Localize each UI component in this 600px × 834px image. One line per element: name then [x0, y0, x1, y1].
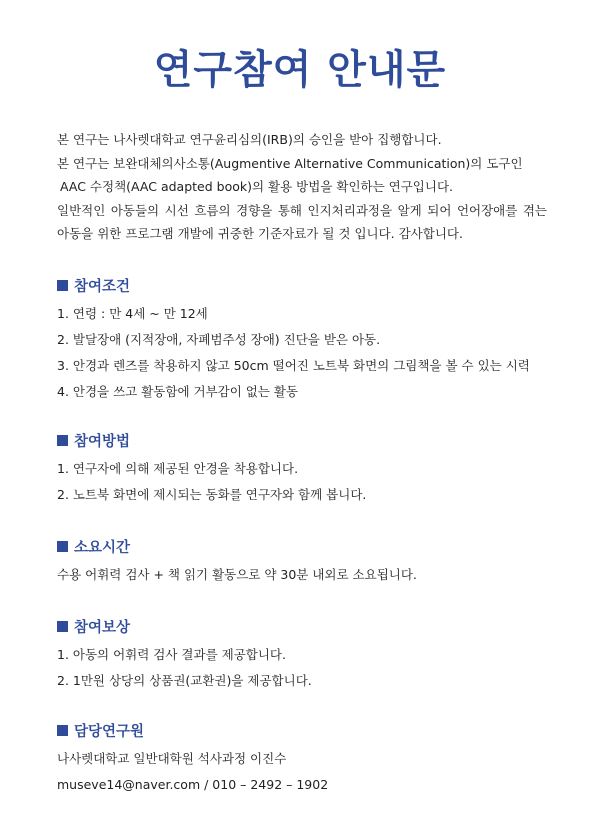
list-item: 2. 노트북 화면에 제시되는 동화를 연구자와 함께 봅니다. [57, 487, 367, 502]
section-heading-text: 담당연구원 [74, 723, 145, 740]
intro-line: 본 연구는 나사렛대학교 연구윤리심의(IRB)의 승인을 받아 집행합니다. [57, 132, 442, 147]
intro-line: AAC 수정책(AAC adapted book)의 활용 방법을 확인하는 연구입니다. [60, 179, 453, 194]
square-bullet-icon [57, 621, 68, 632]
list-item: 3. 안경과 렌즈를 착용하지 않고 50cm 떨어진 노트북 화면의 그림책을 볼 수 있는 시력 [57, 358, 530, 373]
square-bullet-icon [57, 725, 68, 736]
section-heading [57, 534, 567, 558]
page-title: 연구참여 안내문 [153, 47, 447, 93]
list-item: 4. 안경을 쓰고 활동함에 거부감이 없는 활동 [57, 384, 299, 399]
section-heading [57, 428, 567, 452]
contact-info: museve14@naver.com / 010 – 2492 – 1902 [57, 777, 329, 792]
square-bullet-icon [57, 435, 68, 446]
intro-paragraph [57, 128, 547, 246]
duration-text: 수용 어휘력 검사 + 책 읽기 활동으로 약 30분 내외로 소요됩니다. [57, 567, 417, 582]
list-item: 1. 아동의 어휘력 검사 결과를 제공합니다. [57, 647, 286, 662]
list-item: 2. 1만원 상당의 상품권(교환권)을 제공합니다. [57, 673, 312, 688]
intro-line: 일반적인 아동들의 시선 흐름의 경향을 통해 인지처리과정을 알게 되어 언어장애를 겪는 아동을 위한 프로그램 개발에 귀중한 기준자료가 될 것 입니다. 감사합니다. [57, 202, 547, 241]
intro-line: 본 연구는 보완대체의사소통(Augmentive Alternative Communication)의 도구인 [57, 155, 523, 171]
section-method [57, 428, 567, 508]
section-heading-text: 참여보상 [74, 619, 131, 636]
section-duration [57, 534, 567, 588]
section-heading-text: 참여방법 [74, 433, 131, 450]
square-bullet-icon [57, 280, 68, 291]
section-heading [57, 718, 567, 742]
section-heading [57, 273, 567, 297]
list-item: 1. 연령 : 만 4세 ~ 만 12세 [57, 306, 208, 321]
list-item: 2. 발달장애 (지적장애, 자폐범주성 장애) 진단을 받은 아동. [57, 332, 381, 347]
list-item: 1. 연구자에 의해 제공된 안경을 착용합니다. [57, 461, 299, 476]
section-conditions [57, 273, 567, 405]
section-heading-text: 소요시간 [74, 539, 131, 556]
square-bullet-icon [57, 541, 68, 552]
section-reward [57, 614, 567, 694]
section-heading [57, 614, 567, 638]
section-heading-text: 참여조건 [74, 278, 131, 295]
section-contact [57, 718, 567, 798]
contact-name: 나사렛대학교 일반대학원 석사과정 이진수 [57, 751, 287, 766]
